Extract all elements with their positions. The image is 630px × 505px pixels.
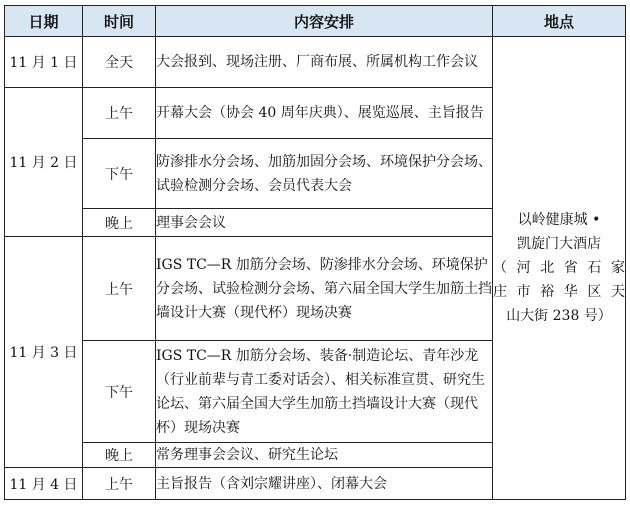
time-cell: 晚上 bbox=[83, 209, 156, 237]
content-cell: 常务理事会会议、研究生论坛 bbox=[156, 443, 493, 468]
table-row bbox=[5, 37, 626, 88]
header-location: 地点 bbox=[493, 6, 626, 37]
content-cell: IGS TC—R 加筋分会场、防渗排水分会场、环境保护分会场、试验检测分会场、第六届全国大学生加筋土挡墙设计大赛（现代杯）现场决赛 bbox=[156, 237, 493, 341]
schedule-table bbox=[4, 5, 626, 500]
time-cell: 晚上 bbox=[83, 443, 156, 468]
time-cell: 上午 bbox=[83, 468, 156, 500]
time-cell: 下午 bbox=[83, 341, 156, 443]
content-cell: 大会报到、现场注册、厂商布展、所属机构工作会议 bbox=[156, 37, 493, 88]
date-cell: 11 月 2 日 bbox=[5, 88, 83, 237]
header-content: 内容安排 bbox=[156, 6, 493, 37]
header-date: 日期 bbox=[5, 6, 83, 37]
content-cell: 开幕大会（协会 40 周年庆典）、展览巡展、主旨报告 bbox=[156, 88, 493, 139]
location-cell bbox=[493, 37, 626, 500]
time-cell: 全天 bbox=[83, 37, 156, 88]
content-cell: 主旨报告（含刘宗耀讲座）、闭幕大会 bbox=[156, 468, 493, 500]
header-time: 时间 bbox=[83, 6, 156, 37]
date-cell: 11 月 4 日 bbox=[5, 468, 83, 500]
time-cell: 上午 bbox=[83, 88, 156, 139]
location-line: 山大街 238 号） bbox=[506, 308, 612, 324]
location-line: 庄市裕华区天 bbox=[493, 284, 625, 300]
date-cell: 11 月 3 日 bbox=[5, 237, 83, 468]
date-cell: 11 月 1 日 bbox=[5, 37, 83, 88]
location-line: 以岭健康城 • bbox=[517, 212, 601, 228]
time-cell: 上午 bbox=[83, 237, 156, 341]
location-line: （河北省石家 bbox=[493, 260, 625, 276]
content-cell: 理事会会议 bbox=[156, 209, 493, 237]
content-cell: IGS TC—R 加筋分会场、装备·制造论坛、青年沙龙（行业前辈与青工委对话会）、相关标准宣贯、研究生论坛、第六届全国大学生加筋土挡墙设计大赛（现代杯）现场决赛 bbox=[156, 341, 493, 443]
content-cell: 防渗排水分会场、加筋加固分会场、环境保护分会场、试验检测分会场、会员代表大会 bbox=[156, 139, 493, 209]
location-line: 凯旋门大酒店 bbox=[517, 236, 601, 252]
time-cell: 下午 bbox=[83, 139, 156, 209]
header-row bbox=[5, 6, 626, 37]
